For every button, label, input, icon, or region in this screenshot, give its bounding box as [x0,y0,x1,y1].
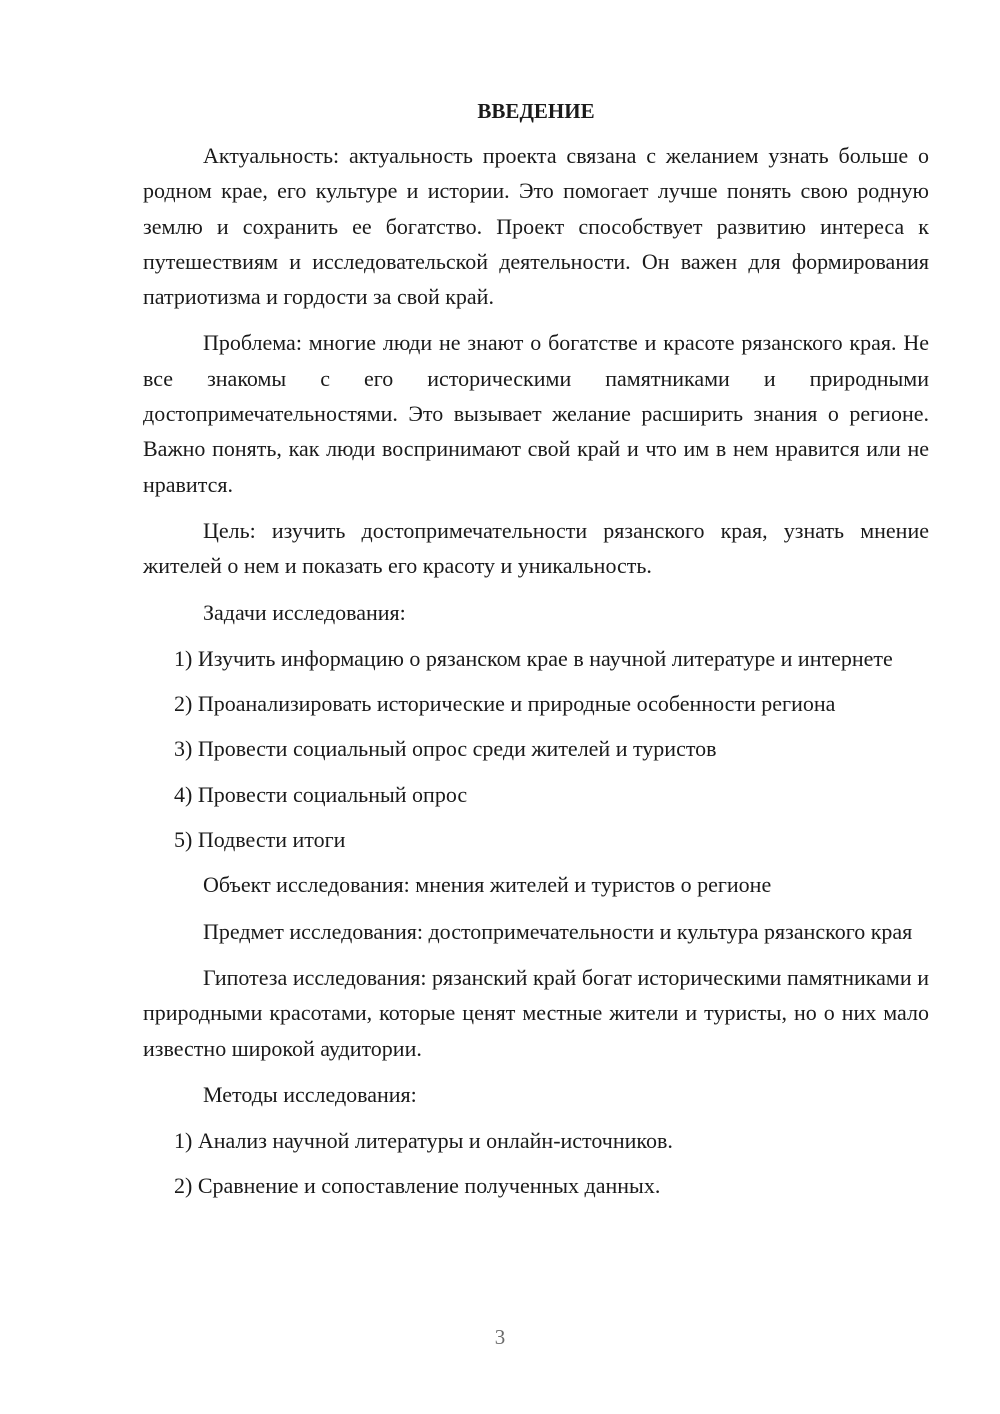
method-item: 1) Анализ научной литературы и онлайн-источников. [174,1128,673,1154]
subject-paragraph: Предмет исследования: достопримечательности и культура рязанского края [203,918,913,944]
document-page [143,95,929,1214]
page-number: 3 [494,1325,506,1349]
task-item: 4) Провести социальный опрос [174,781,468,807]
hypothesis-paragraph: Гипотеза исследования: рязанский край богат историческими памятниками и природными красотами, которые ценят местные жители и туристы, но о них мало известно широкой аудитории. [143,964,929,1061]
methods-heading: Методы исследования: [203,1081,417,1107]
task-item: 5) Подвести итоги [174,827,346,853]
tasks-heading: Задачи исследования: [203,599,406,625]
goal-paragraph: Цель: изучить достопримечательности рязанского края, узнать мнение жителей о нем и показать его красоту и уникальность. [143,517,929,579]
problem-paragraph: Проблема: многие люди не знают о богатстве и красоте рязанского края. Не все знакомы с его историческими памятниками и природными достопримечательностями. Это вызывает желание расширить знания о регионе. Важно понять, как люди воспринимают свой край и что им в нем нравится или не нравится. [143,330,929,497]
object-paragraph: Объект исследования: мнения жителей и туристов о регионе [203,872,772,898]
method-item: 2) Сравнение и сопоставление полученных данных. [174,1173,661,1199]
section-title: ВВЕДЕНИЕ [477,99,595,123]
task-item: 1) Изучить информацию о рязанском крае в научной литературе и интернете [174,645,893,671]
relevance-paragraph: Актуальность: актуальность проекта связана с желанием узнать больше о родном крае, его культуре и истории. Это помогает лучше понять свою родную землю и сохранить ее богатство. Проект способствует развитию интереса к путешествиям и исследовательской деятельности. Он важен для формирования патриотизма и гордости за свой край. [143,143,929,310]
task-item: 2) Проанализировать исторические и природные особенности региона [174,691,836,717]
task-item: 3) Провести социальный опрос среди жителей и туристов [174,736,717,762]
